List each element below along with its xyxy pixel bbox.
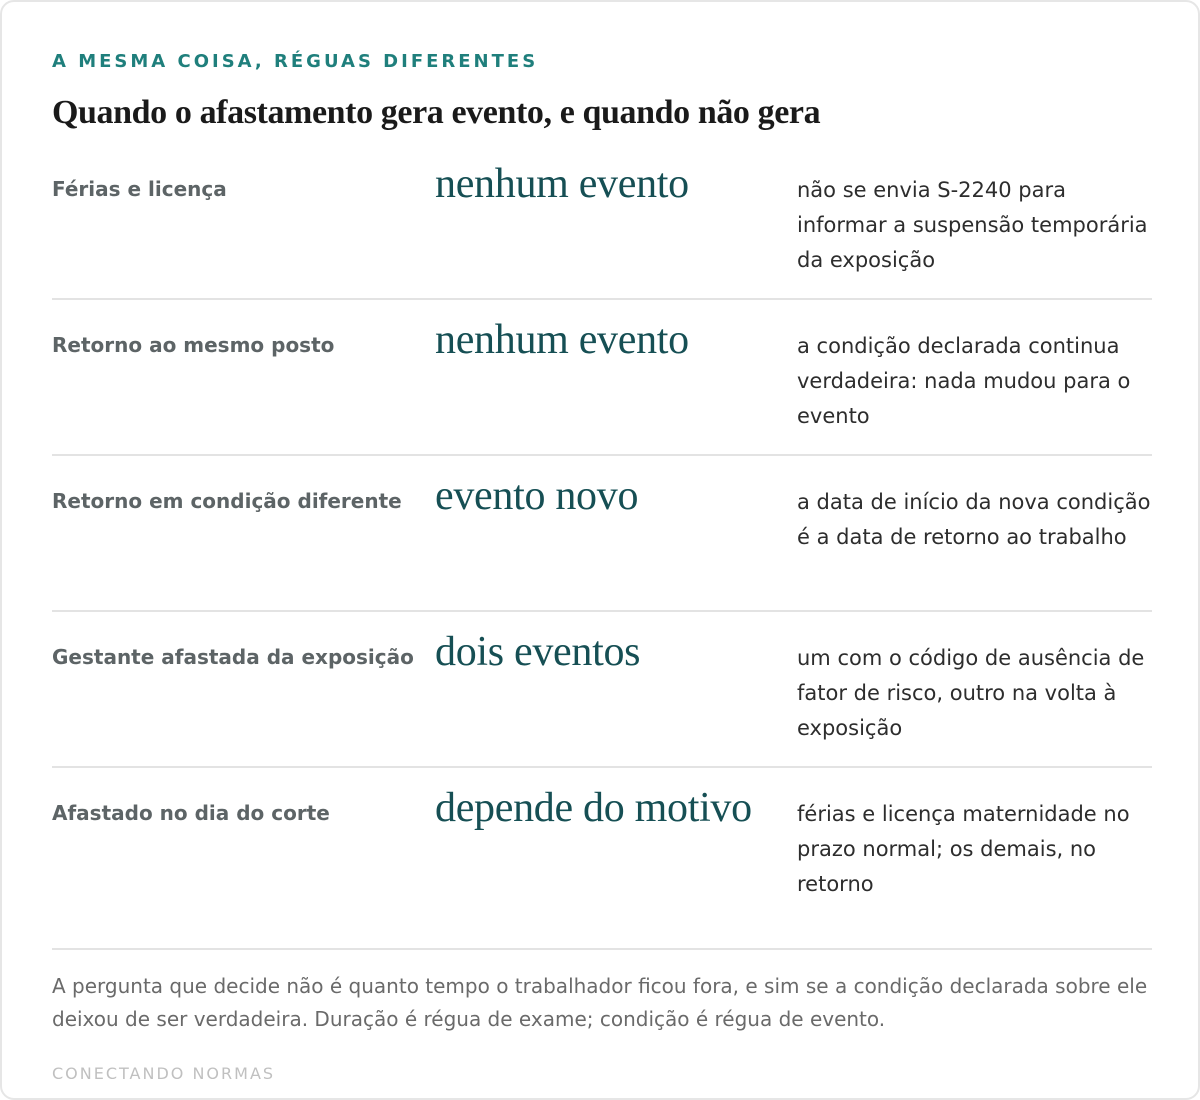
table-row	[52, 612, 1152, 768]
row-verdict: evento novo	[435, 473, 639, 519]
row-label: Retorno em condição diferente	[52, 489, 402, 513]
comparison-table	[52, 144, 1152, 950]
table-row	[52, 300, 1152, 456]
row-description: um com o código de ausência de fator de risco, outro na volta à exposição	[797, 646, 1145, 740]
row-description: a condição declarada continua verdadeira: nada mudou para o evento	[797, 334, 1131, 428]
row-label: Afastado no dia do corte	[52, 801, 330, 825]
row-verdict: dois eventos	[435, 629, 641, 675]
row-label: Retorno ao mesmo posto	[52, 333, 335, 357]
row-description: não se envia S-2240 para informar a suspensão temporária da exposição	[797, 178, 1148, 272]
row-label: Gestante afastada da exposição	[52, 645, 414, 669]
row-label: Férias e licença	[52, 177, 227, 201]
page-title: Quando o afastamento gera evento, e quando não gera	[52, 94, 821, 131]
table-row	[52, 144, 1152, 300]
eyebrow-label: A MESMA COISA, RÉGUAS DIFERENTES	[52, 51, 539, 72]
table-row	[52, 456, 1152, 612]
footer-brand: CONECTANDO NORMAS	[52, 1064, 276, 1083]
table-row	[52, 768, 1152, 950]
row-description: a data de início da nova condição é a data de retorno ao trabalho	[797, 490, 1151, 549]
row-verdict: depende do motivo	[435, 785, 752, 831]
row-verdict: nenhum evento	[435, 161, 689, 207]
row-verdict: nenhum evento	[435, 317, 689, 363]
row-description: férias e licença maternidade no prazo normal; os demais, no retorno	[797, 802, 1130, 896]
footnote-text: A pergunta que decide não é quanto tempo o trabalhador ficou fora, e sim se a condição declarada sobre ele deixou de ser verdadeira. Duração é régua de exame; condição é régua de evento.	[52, 974, 1148, 1031]
